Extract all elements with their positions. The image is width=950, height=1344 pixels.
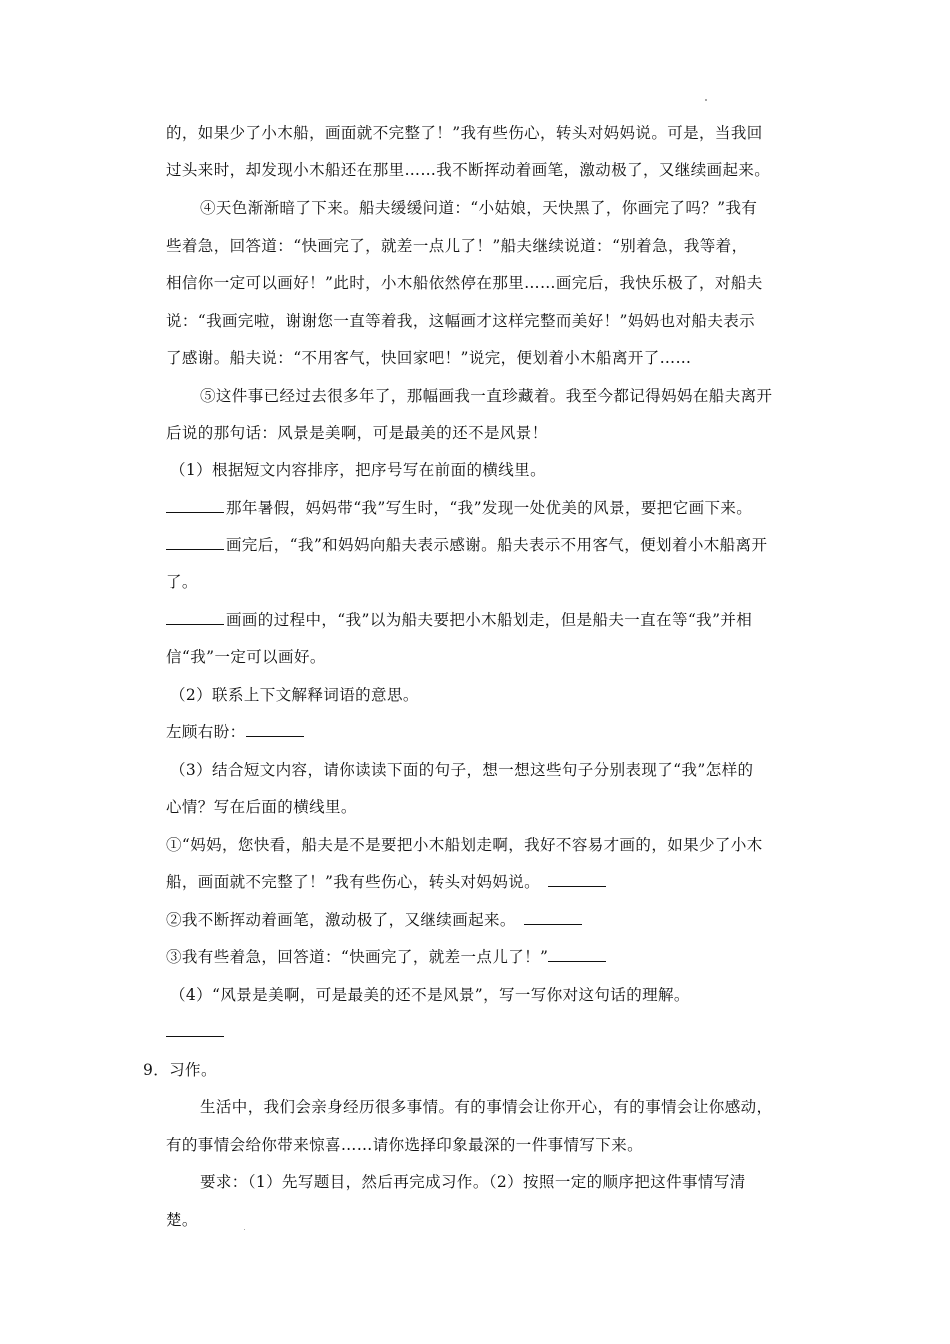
- passage-line: 些着急，回答道：“快画完了，就差一点儿了！”船夫继续说道：“别着急，我等着，: [166, 237, 748, 255]
- answer-blank[interactable]: [246, 722, 304, 737]
- sentence-1-cont: [166, 872, 806, 892]
- question-4: （4）“风景是美啊，可是最美的还不是风景”，写一写你对这句话的理解。: [170, 986, 690, 1004]
- essay-requirements: 要求：（1）先写题目，然后再完成习作。（2）按照一定的顺序把这件事情写清: [200, 1173, 746, 1191]
- essay-prompt: 生活中，我们会亲身经历很多事情。有的事情会让你开心，有的事情会让你感动，: [200, 1098, 773, 1116]
- word-explain: [166, 722, 806, 742]
- order-item-text: 那年暑假，妈妈带“我”写生时，“我”发现一处优美的风景，要把它画下来。: [226, 499, 753, 517]
- passage-line: 了感谢。船夫说：“不用客气，快回家吧！”说完，便划着小木船离开了……: [166, 349, 692, 367]
- answer-blank[interactable]: [548, 872, 606, 887]
- sentence-1: ①“妈妈，您快看，船夫是不是要把小木船划走啊，我好不容易才画的，如果少了小木: [166, 836, 763, 854]
- order-item-1: [166, 498, 806, 518]
- sentence-text: 船，画面就不完整了！”我有些伤心，转头对妈妈说。: [166, 873, 541, 891]
- question-9-title: 9．习作。: [143, 1061, 217, 1079]
- essay-prompt-cont: 有的事情会给你带来惊喜……请你选择印象最深的一件事情写下来。: [166, 1136, 644, 1154]
- sentence-2: [166, 910, 806, 930]
- passage-line: 过头来时，却发现小木船还在那里……我不断挥动着画笔，激动极了，又继续画起来。: [166, 161, 771, 179]
- order-item-2-cont: 了。: [166, 573, 198, 591]
- passage-line: 相信你一定可以画好！”此时，小木船依然停在那里……画完后，我快乐极了，对船夫: [166, 274, 763, 292]
- sentence-3: [166, 947, 806, 967]
- essay-requirements-cont: 楚。: [166, 1211, 198, 1229]
- order-item-3-cont: 信“我”一定可以画好。: [166, 648, 326, 666]
- paragraph-4-start: ④天色渐渐暗了下来。船夫缓缓问道：“小姑娘，天快黑了，你画完了吗？”我有: [200, 199, 758, 217]
- bottom-mark: [244, 1229, 245, 1230]
- word-label: 左顾右盼：: [166, 723, 246, 741]
- answer-blank[interactable]: [166, 535, 224, 550]
- sentence-text: ②我不断挥动着画笔，激动极了，又继续画起来。: [166, 911, 516, 929]
- order-item-2: [166, 535, 806, 555]
- order-item-text: 画画的过程中，“我”以为船夫要把小木船划走，但是船夫一直在等“我”并相: [226, 611, 753, 629]
- question-1: （1）根据短文内容排序，把序号写在前面的横线里。: [170, 461, 546, 479]
- question-4-answer: [166, 1022, 806, 1042]
- passage-line: 说：“我画完啦，谢谢您一直等着我，这幅画才这样完整而美好！”妈妈也对船夫表示: [166, 312, 756, 330]
- order-item-3: [166, 610, 806, 630]
- answer-blank[interactable]: [524, 910, 582, 925]
- passage-line: 后说的那句话：风景是美啊，可是最美的还不是风景！: [166, 424, 548, 442]
- answer-blank[interactable]: [166, 1022, 224, 1037]
- paragraph-5-start: ⑤这件事已经过去很多年了，那幅画我一直珍藏着。我至今都记得妈妈在船夫离开: [200, 387, 773, 405]
- passage-line: 的，如果少了小木船，画面就不完整了！”我有些伤心，转头对妈妈说。可是，当我回: [166, 124, 763, 142]
- question-3: （3）结合短文内容，请你读读下面的句子，想一想这些句子分别表现了“我”怎样的: [170, 761, 754, 779]
- answer-blank[interactable]: [166, 498, 224, 513]
- sentence-text: ③我有些着急，回答道：“快画完了，就差一点儿了！”: [166, 948, 549, 966]
- question-2: （2）联系上下文解释词语的意思。: [170, 686, 419, 704]
- top-mark: [705, 99, 707, 101]
- answer-blank[interactable]: [166, 610, 224, 625]
- order-item-text: 画完后，“我”和妈妈向船夫表示感谢。船夫表示不用客气，便划着小木船离开: [226, 536, 768, 554]
- question-3-cont: 心情？写在后面的横线里。: [166, 798, 357, 816]
- answer-blank[interactable]: [548, 947, 606, 962]
